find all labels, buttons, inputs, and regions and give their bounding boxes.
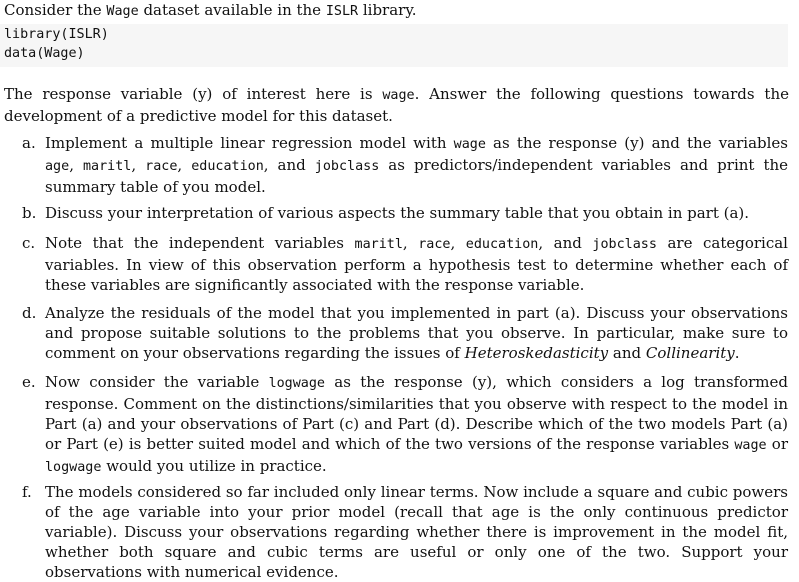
intro-line [4, 0, 417, 22]
question-label: b. [22, 204, 37, 222]
paragraph-var: wage [382, 88, 415, 103]
question-text: Implement a multiple linear regression model with wage as the response (y) and the variables age, maritl, race, education, and jobclass as predictors/independent variables and print the summary table of you model. [45, 134, 789, 196]
question-label: d. [22, 304, 37, 322]
library-name: ISLR [325, 4, 359, 19]
question-label: f. [22, 483, 32, 501]
question-text: Discuss your interpretation of various aspects the summary table that you obtain in part (a). [45, 204, 750, 222]
question-label: a. [22, 134, 36, 152]
code-block [0, 24, 788, 67]
intro-middle: dataset available in the [138, 1, 326, 19]
dataset-name: Wage [106, 4, 139, 19]
question-text: Now consider the variable logwage as the response (y), which considers a log transformed response. Comment on the distinctions/similarities that you observe with respect to the model in Part (a) and your observations of Part (c) and Part (d). Describe which of the two models Part (a) or Part (e) is better suited model and which of the two versions of the response variables wage or logwage would you utilize in practice. [45, 373, 788, 475]
question-text: Note that the independent variables maritl, race, education, and jobclass are categorical variables. In view of this observation perform a hypothesis test to determine whether each of these variables are significantly associated with the response variable. [45, 234, 788, 294]
question-text: Analyze the residuals of the model that you implemented in part (a). Discuss your observations and propose suitable solutions to the problems that you observe. In particular, make sure to comment on your observations regarding the issues of Heteroskedasticity and Collinearity. [45, 304, 788, 362]
intro-prefix: Consider the [4, 1, 107, 19]
question-label: e. [22, 373, 36, 391]
code-line-2: data(Wage) [4, 46, 85, 61]
question-text: The models considered so far included only linear terms. Now include a square and cubic powers of the age variable into your prior model (recall that age is the only continuous predictor variable). Discuss your observations regarding whether there is improvement in the model fit, whether both square and cubic terms are useful or only one of the two. Support your observations with numerical evidence. [45, 483, 788, 581]
question-label: c. [22, 234, 36, 252]
intro-paragraph [4, 84, 789, 126]
intro-suffix: library. [358, 1, 417, 19]
paragraph-text-1: The response variable (y) of interest here is [4, 85, 383, 103]
paragraph-text-2: . Answer the following questions towards the development of a predictive model for this dataset. [4, 85, 789, 125]
code-line-1: library(ISLR) [4, 27, 109, 42]
